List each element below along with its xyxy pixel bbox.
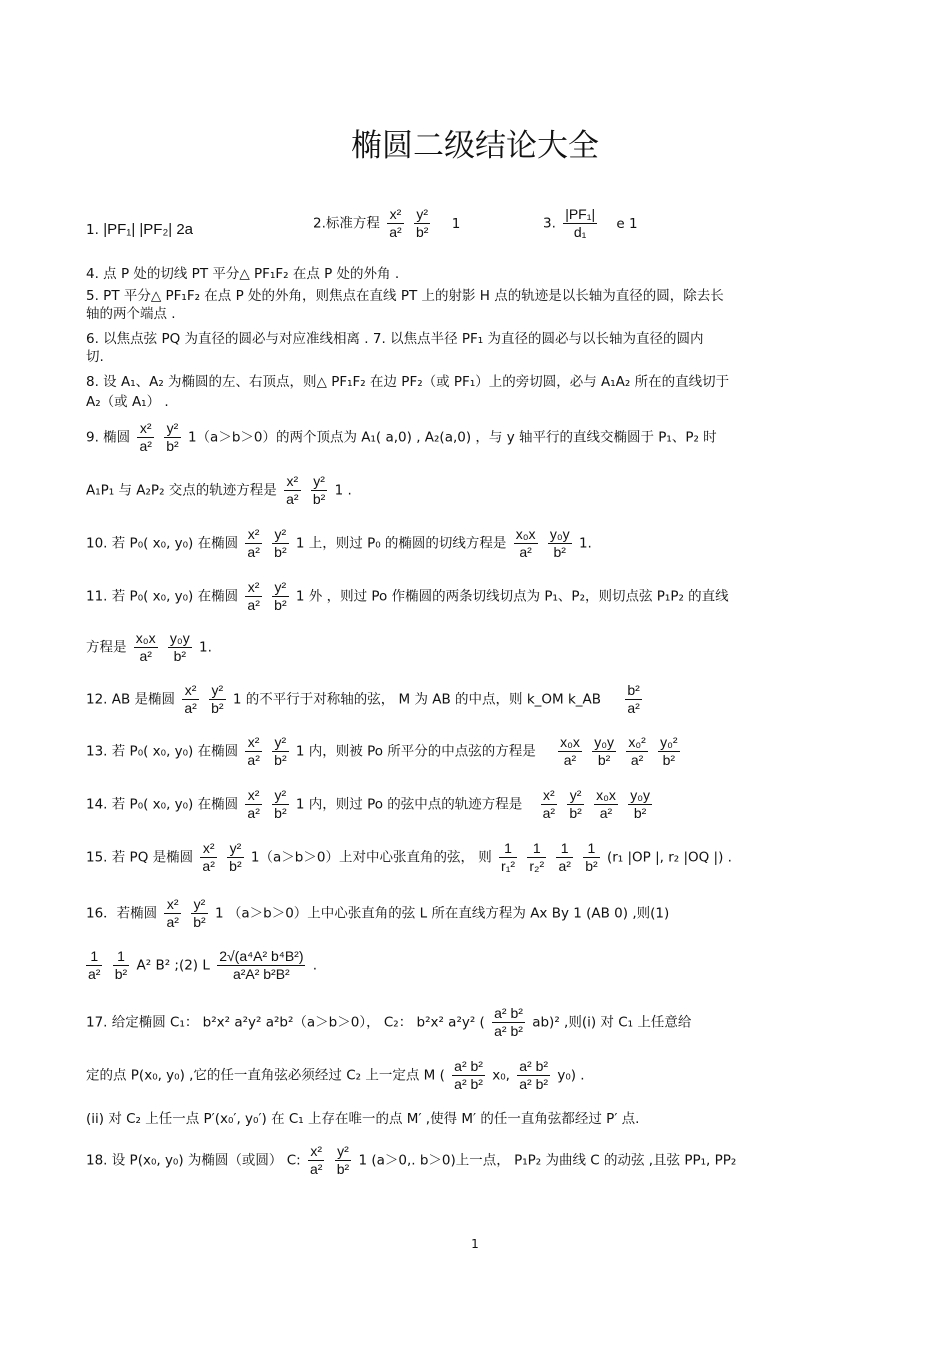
fraction: $\frac{\text{y₀y}}{\text{b²}}$ (594, 734, 615, 768)
fraction: $\frac{\text{x²}}{\text{a²}}$ (247, 526, 260, 560)
fraction: $\frac{\text{y²}}{\text{b²}}$ (211, 682, 224, 716)
fraction: $\frac{1}{\text{b²}}$ (114, 948, 128, 982)
fraction: $\frac{\text{y²}}{\text{b²}}$ (166, 420, 179, 454)
fraction: $\frac{\text{a² b²}}{\text{a² b²}}$ (454, 1058, 483, 1092)
fraction: $\frac{\text{x²}}{\text{a²}}$ (202, 840, 215, 874)
fraction: $\frac{\text{a² b²}}{\text{a² b²}}$ (519, 1058, 549, 1092)
item-1-3 (86, 221, 193, 239)
fraction: $\frac{\text{x²}}{\text{a²}}$ (309, 1143, 323, 1177)
fraction: $\frac{\text{x²}}{\text{a²}}$ (247, 734, 260, 768)
item-12: 12. AB 是椭圆 $\frac{\text{x²}}{\text{a²}}$ $\frac{\text{y²}}{\text{b²}}$ 1 的不平行于对称轴的弦， M 为 AB 的中点，则 k_OM k_AB $\frac{\text{b²}}{\text{a²}}$ (86, 682, 640, 716)
fraction: $\frac{\text{y₀²}}{\text{b²}}$ (660, 734, 678, 768)
fraction: $\frac{\text{y²}}{\text{b²}}$ (336, 1143, 350, 1177)
item-16-line2: $\frac{1}{\text{a²}}$ $\frac{1}{\text{b²}}$ A² B² ;(2) L $\frac{\text{2√(a⁴A² b⁴B²)}}{\text{a²A² b²B²}}$ . (88, 948, 318, 982)
item-2-label: 2.标准方程 (313, 215, 380, 232)
fraction: $\frac{\text{y²}}{\text{b²}}$ (274, 526, 287, 560)
item-6-7-line2: 切. (86, 349, 104, 365)
fraction: $\frac{\text{x²}}{\text{a²}}$ (184, 682, 197, 716)
item-13: 13. 若 P₀( x₀, y₀) 在椭圆 $\frac{\text{x²}}{\text{a²}}$ $\frac{\text{y²}}{\text{b²}}$ 1 内，则被 Po 所平分的中点弦的方程是 $\frac{\text{x₀x}}{\text{a²}}$ $\frac{\text{y₀y}}{\text{b²}}$ $\frac{\text{x₀²}}{\text{a²}}$ $\frac{\text{y₀²}}{\text{b²}}$ (86, 734, 678, 768)
fraction: $\frac{\text{x²}}{\text{a²}}$ (542, 787, 556, 821)
fraction: $\frac{\text{y²}}{\text{b²}}$ (415, 206, 429, 240)
fraction: $\frac{\text{y₀y}}{\text{b²}}$ (169, 630, 190, 664)
fraction: $\frac{\text{x²}}{\text{a²}}$ (139, 420, 152, 454)
item-14: 14. 若 P₀( x₀, y₀) 在椭圆 $\frac{\text{x²}}{\text{a²}}$ $\frac{\text{y²}}{\text{b²}}$ 1 内，则过 Po 的弦中点的轨迹方程是 $\frac{\text{x²}}{\text{a²}}$ $\frac{\text{y²}}{\text{b²}}$ $\frac{\text{x₀x}}{\text{a²}}$ $\frac{\text{y₀y}}{\text{b²}}$ (86, 787, 651, 821)
fraction: $\frac{\text{x²}}{\text{a²}}$ (286, 473, 299, 507)
item-17-line1: 17. 给定椭圆 C₁： b²x² a²y² a²b²（a＞b＞0）， C₂： b²x² a²y² ( $\frac{\text{a² b²}}{\text{a² b²}}$ ab)² ,则(i) 对 C₁ 上任意给 (86, 1005, 692, 1039)
item-3-label: 3. (543, 215, 556, 232)
item-11-line1: 11. 若 P₀( x₀, y₀) 在椭圆 $\frac{\text{x²}}{\text{a²}}$ $\frac{\text{y²}}{\text{b²}}$ 1 外 ，则过 Po 作椭圆的两条切线切点为 P₁、P₂，则切点弦 P₁P₂ 的直线 (86, 579, 729, 613)
item-8-line2: A₂（或 A₁） . (86, 394, 169, 410)
fraction: $\frac{1}{\text{a²}}$ (88, 948, 101, 982)
fraction: $\frac{\text{|PF₁|}}{\text{d₁}}$ (565, 206, 596, 240)
fraction: $\frac{1}{\text{r₁²}}$ (501, 840, 516, 874)
fraction: $\frac{\text{y²}}{\text{b²}}$ (274, 787, 287, 821)
item-4: 4. 点 P 处的切线 PT 平分△ PF₁F₂ 在点 P 处的外角 . (86, 266, 400, 282)
item-17-line2: 定的点 P(x₀, y₀) ,它的任一直角弦必须经过 C₂ 上一定点 M ( $\frac{\text{a² b²}}{\text{a² b²}}$ x₀, $\frac{\text{a² b²}}{\text{a² b²}}$ y₀) . (86, 1058, 585, 1092)
fraction: $\frac{\text{b²}}{\text{a²}}$ (627, 682, 640, 716)
fraction: $\frac{\text{x₀x}}{\text{a²}}$ (596, 787, 616, 821)
item-9-line2: A₁P₁ 与 A₂P₂ 交点的轨迹方程是 $\frac{\text{x²}}{\text{a²}}$ $\frac{\text{y²}}{\text{b²}}$ 1 . (86, 473, 352, 507)
fraction: $\frac{\text{y²}}{\text{b²}}$ (274, 734, 287, 768)
fraction: $\frac{\text{x₀x}}{\text{a²}}$ (515, 526, 536, 560)
fraction: $\frac{\text{y²}}{\text{b²}}$ (274, 579, 287, 613)
item-2 (313, 206, 460, 241)
item-1-math: |PF₁| |PF₂| 2a (103, 221, 194, 238)
fraction: $\frac{\text{x₀²}}{\text{a²}}$ (628, 734, 646, 768)
fraction: $\frac{\text{2√(a⁴A² b⁴B²)}}{\text{a²A² b²B²}}$ (219, 948, 304, 982)
item-15: 15. 若 PQ 是椭圆 $\frac{\text{x²}}{\text{a²}}$ $\frac{\text{y²}}{\text{b²}}$ 1（a＞b＞0）上对中心张直角的弦， 则 $\frac{1}{\text{r₁²}}$ $\frac{1}{\text{r₂²}}$ $\frac{1}{\text{a²}}$ $\frac{1}{\text{b²}}$ (r₁ |OP |, r₂ |OQ |) . (86, 840, 732, 874)
fraction: $\frac{\text{y₀y}}{\text{b²}}$ (549, 526, 570, 560)
fraction: $\frac{\text{x₀x}}{\text{a²}}$ (560, 734, 580, 768)
item-9-line1: 9. 椭圆 $\frac{\text{x²}}{\text{a²}}$ $\frac{\text{y²}}{\text{b²}}$ 1（a＞b＞0）的两个顶点为 A₁( a,0) , A₂(a,0) ，与 y 轴平行的直线交椭圆于 P₁、P₂ 时 (86, 420, 717, 454)
item-3 (543, 206, 638, 241)
fraction: $\frac{\text{y²}}{\text{b²}}$ (229, 840, 242, 874)
item-1-label: 1. (86, 222, 99, 238)
fraction: $\frac{1}{\text{a²}}$ (558, 840, 571, 874)
fraction: $\frac{\text{x²}}{\text{a²}}$ (166, 896, 179, 930)
fraction: $\frac{1}{\text{b²}}$ (585, 840, 598, 874)
page-number: 1 (471, 1237, 479, 1251)
fraction: $\frac{\text{y²}}{\text{b²}}$ (312, 473, 326, 507)
item-5-line2: 轴的两个端点 . (86, 306, 176, 322)
item-11-line2: 方程是 $\frac{\text{x₀x}}{\text{a²}}$ $\frac{\text{y₀y}}{\text{b²}}$ 1. (86, 630, 212, 664)
fraction: $\frac{\text{y²}}{\text{b²}}$ (193, 896, 206, 930)
item-10: 10. 若 P₀( x₀, y₀) 在椭圆 $\frac{\text{x²}}{\text{a²}}$ $\frac{\text{y²}}{\text{b²}}$ 1 上，则过 P₀ 的椭圆的切线方程是 $\frac{\text{x₀x}}{\text{a²}}$ $\frac{\text{y₀y}}{\text{b²}}$ 1. (86, 526, 592, 560)
fraction: $\frac{1}{\text{r₂²}}$ (529, 840, 545, 874)
fraction: $\frac{\text{x²}}{\text{a²}}$ (389, 206, 402, 240)
page-title: 椭圆二级结论大全 (351, 128, 599, 164)
fraction: $\frac{\text{x²}}{\text{a²}}$ (247, 787, 260, 821)
fraction: $\frac{\text{x₀x}}{\text{a²}}$ (135, 630, 156, 664)
item-16-line1: 16．若椭圆 $\frac{\text{x²}}{\text{a²}}$ $\frac{\text{y²}}{\text{b²}}$ 1 （a＞b＞0）上中心张直角的弦 L 所在直线方程为 Ax By 1 (AB 0) ,则(1) (86, 896, 670, 930)
item-5-line1: 5. PT 平分△ PF₁F₂ 在点 P 处的外角，则焦点在直线 PT 上的射影 H 点的轨迹是以长轴为直径的圆，除去长 (86, 288, 724, 304)
fraction: $\frac{\text{y₀y}}{\text{b²}}$ (630, 787, 651, 821)
item-3-tail: e 1 (616, 215, 638, 232)
item-2-tail: 1 (451, 215, 461, 232)
fraction: $\frac{\text{a² b²}}{\text{a² b²}}$ (494, 1005, 523, 1039)
fraction: $\frac{\text{x²}}{\text{a²}}$ (247, 579, 260, 613)
item-18: 18. 设 P(x₀, y₀) 为椭圆（或圆） C: $\frac{\text{x²}}{\text{a²}}$ $\frac{\text{y²}}{\text{b²}}$ 1 (a＞0,. b＞0)上一点， P₁P₂ 为曲线 C 的动弦 ,且弦 PP₁, PP₂ (86, 1143, 737, 1177)
fraction: $\frac{\text{y²}}{\text{b²}}$ (569, 787, 582, 821)
item-8-line1: 8. 设 A₁、A₂ 为椭圆的左、右顶点，则△ PF₁F₂ 在边 PF₂（或 PF₁）上的旁切圆，必与 A₁A₂ 所在的直线切于 (86, 374, 730, 390)
item-17-line3: (ii) 对 C₂ 上任一点 P′(x₀′, y₀′) 在 C₁ 上存在唯一的点 M′ ,使得 M′ 的任一直角弦都经过 P′ 点. (86, 1111, 640, 1127)
item-6-7-line1: 6. 以焦点弦 PQ 为直径的圆必与对应准线相离 . 7. 以焦点半径 PF₁ 为直径的圆必与以长轴为直径的圆内 (86, 331, 704, 347)
